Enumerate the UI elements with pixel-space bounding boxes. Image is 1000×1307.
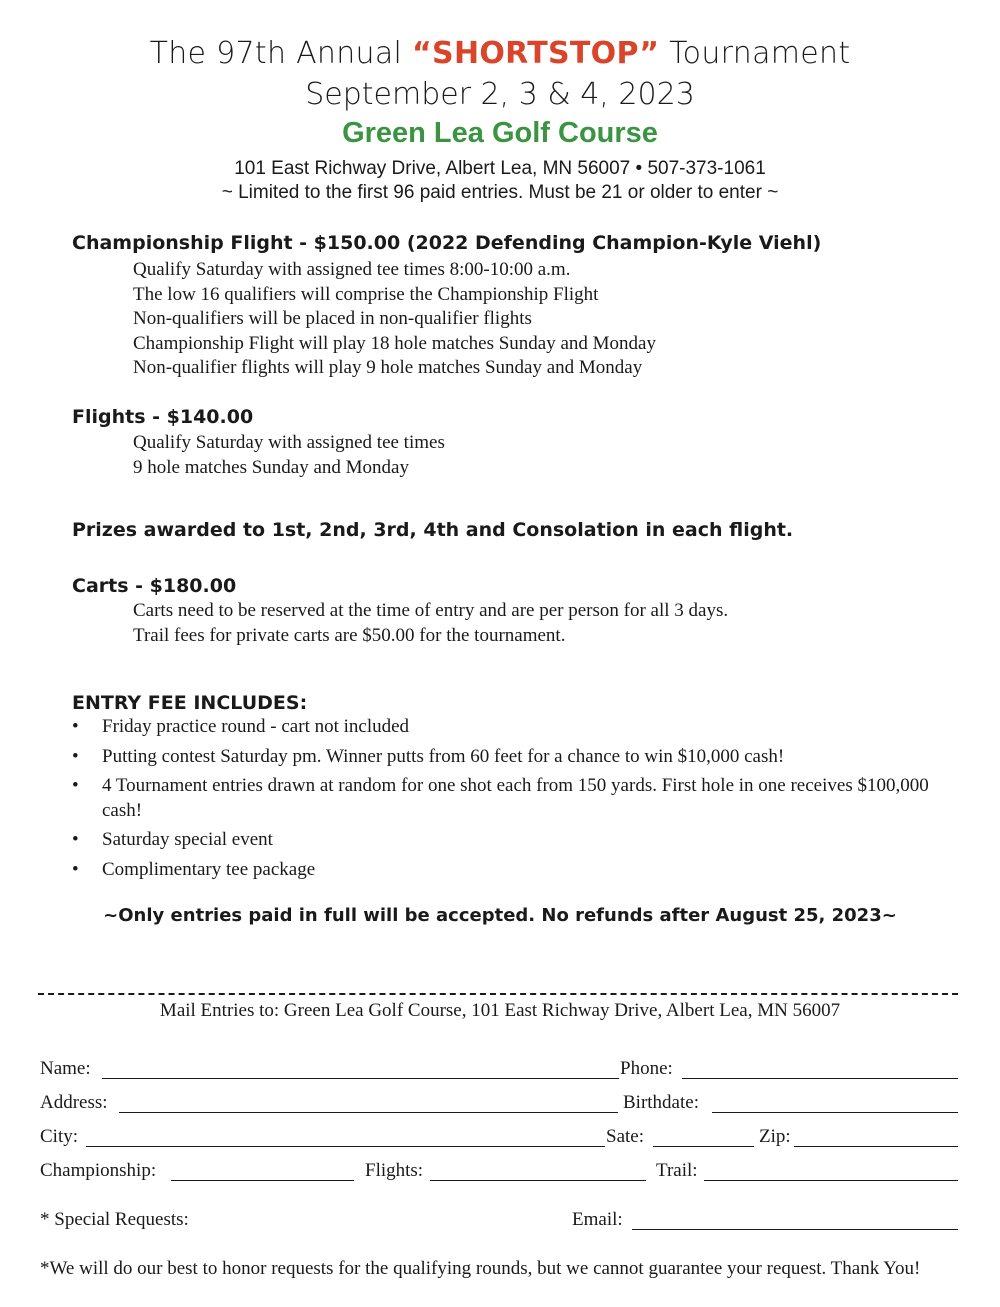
zip-label: Zip: [759, 1126, 791, 1147]
cut-line-divider [38, 993, 958, 995]
mail-entries-address: Mail Entries to: Green Lea Golf Course, 101 East Richway Drive, Albert Lea, MN 56007 [159, 1000, 841, 1021]
flights-line: 9 hole matches Sunday and Monday [133, 456, 409, 478]
championship-details [133, 258, 656, 381]
flights-line: Qualify Saturday with assigned tee times [133, 432, 445, 453]
entry-fee-list [72, 715, 952, 887]
email-field[interactable] [632, 1229, 958, 1230]
championship-line: Championship Flight will play 18 hole matches Sunday and Monday [133, 332, 656, 354]
flights-details [133, 431, 445, 480]
address-field[interactable] [119, 1112, 618, 1113]
bullet-glyph: • [72, 745, 79, 767]
venue-name: Green Lea Golf Course [342, 117, 658, 149]
list-item [72, 715, 952, 740]
list-item-text: Complimentary tee package [102, 858, 316, 880]
prizes-heading: Prizes awarded to 1st, 2nd, 3rd, 4th and Consolation in each flight. [72, 519, 794, 541]
trail-label: Trail: [656, 1160, 698, 1181]
flights-field[interactable] [430, 1180, 646, 1181]
state-label: Sate: [606, 1126, 644, 1147]
zip-field[interactable] [794, 1146, 958, 1147]
refund-notice: ~Only entries paid in full will be accepted. No refunds after August 25, 2023~ [103, 905, 897, 926]
birthdate-label: Birthdate: [623, 1092, 699, 1113]
list-item [72, 745, 952, 770]
bullet-glyph: • [72, 858, 79, 880]
title-accent: “SHORTSTOP” [412, 36, 660, 71]
entry-fee-heading: ENTRY FEE INCLUDES: [72, 692, 308, 714]
bullet-glyph: • [72, 716, 79, 737]
list-item-text: Saturday special event [102, 829, 273, 850]
email-label: Email: [572, 1209, 623, 1230]
address-label: Address: [40, 1092, 108, 1113]
phone-field[interactable] [682, 1078, 958, 1079]
carts-line: Carts need to be reserved at the time of entry and are per person for all 3 days. [133, 600, 729, 621]
list-item-text: Putting contest Saturday pm. Winner putts from 60 feet for a chance to win $10,000 cash! [102, 745, 785, 767]
championship-line: Non-qualifier flights will play 9 hole matches Sunday and Monday [133, 357, 643, 378]
bullet-glyph: • [72, 775, 79, 796]
city-field[interactable] [86, 1146, 605, 1147]
flights-heading: Flights - $140.00 [72, 406, 254, 428]
championship-label: Championship: [40, 1160, 157, 1181]
name-field[interactable] [102, 1078, 619, 1079]
championship-heading: Championship Flight - $150.00 (2022 Defending Champion-Kyle Viehl) [72, 232, 822, 254]
title-suffix: Tournament [659, 36, 851, 71]
title-prefix: The 97th Annual [149, 36, 413, 71]
tournament-title [0, 36, 1000, 71]
championship-line: Qualify Saturday with assigned tee times 8:00-10:00 a.m. [133, 259, 571, 280]
championship-line: Non-qualifiers will be placed in non-qualifier flights [133, 308, 532, 329]
city-label: City: [40, 1126, 79, 1147]
tournament-dates: September 2, 3 & 4, 2023 [305, 77, 695, 112]
flights-label: Flights: [365, 1160, 424, 1181]
phone-label: Phone: [620, 1058, 673, 1079]
bullet-glyph: • [72, 829, 79, 850]
carts-line: Trail fees for private carts are $50.00 for the tournament. [133, 624, 566, 646]
list-item-text: Friday practice round - cart not included [102, 716, 410, 737]
birthdate-field[interactable] [712, 1112, 958, 1113]
list-item [72, 828, 952, 853]
state-field[interactable] [653, 1146, 754, 1147]
carts-details [133, 599, 728, 648]
championship-field[interactable] [171, 1180, 354, 1181]
list-item [72, 858, 952, 883]
name-label: Name: [40, 1058, 91, 1079]
championship-line: The low 16 qualifiers will comprise the Championship Flight [133, 283, 599, 305]
special-requests-label: * Special Requests: [40, 1209, 189, 1230]
list-item [72, 774, 952, 823]
venue-address: 101 East Richway Drive, Albert Lea, MN 56007 • 507-373-1061 [234, 158, 766, 179]
trail-field[interactable] [704, 1180, 958, 1181]
entry-limit-note: ~ Limited to the first 96 paid entries. Must be 21 or older to enter ~ [221, 182, 779, 203]
carts-heading: Carts - $180.00 [72, 575, 237, 597]
requests-footnote: *We will do our best to honor requests for the qualifying rounds, but we cannot guarantee your request. Thank You! [40, 1258, 921, 1279]
list-item-text: 4 Tournament entries drawn at random for one shot each from 150 yards. First hole in one receives $100,000 cash! [102, 775, 929, 821]
